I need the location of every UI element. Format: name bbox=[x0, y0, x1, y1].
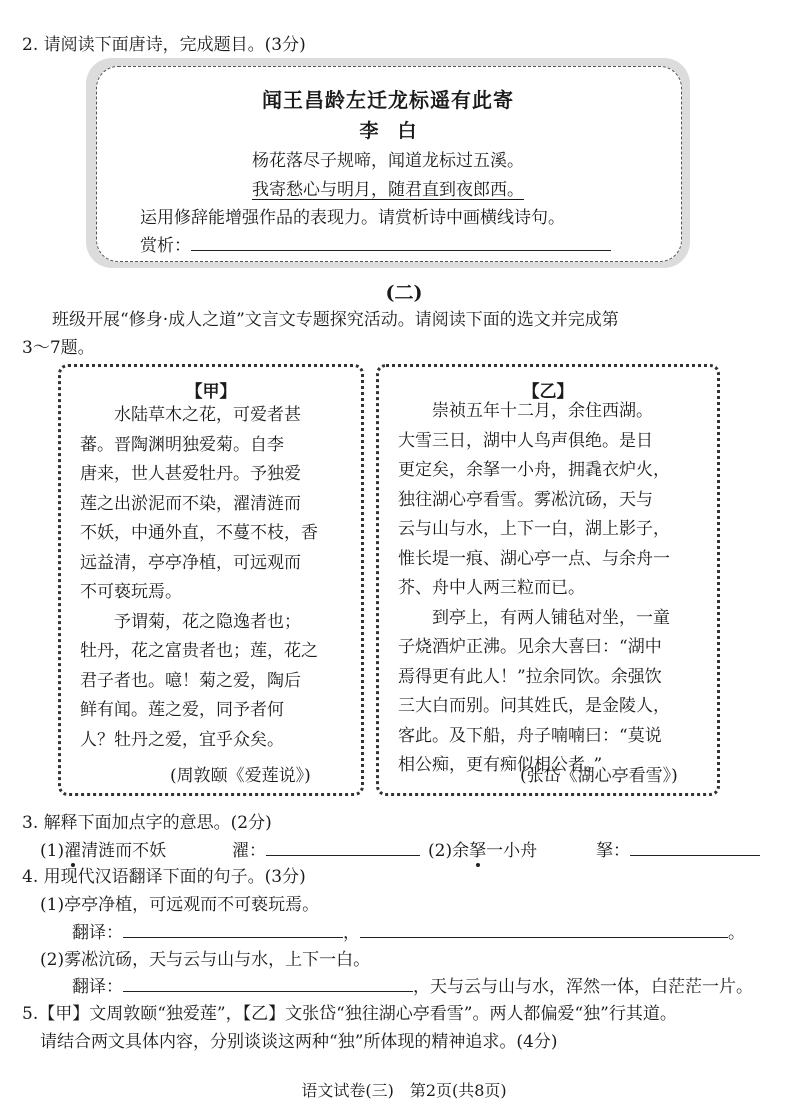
jia-line: 予谓菊，花之隐逸者也； bbox=[80, 611, 301, 632]
punctuation: ， bbox=[343, 923, 360, 943]
translate-label: 翻译： bbox=[72, 923, 123, 943]
passage-jia-source: (周敦颐《爱莲说》) bbox=[170, 766, 311, 786]
poem-title: 闻王昌龄左迁龙标遥有此寄 bbox=[262, 88, 514, 112]
question-2-heading: 2. 请阅读下面唐诗，完成题目。(3分) bbox=[22, 35, 306, 55]
passage-yi-title: 【乙】 bbox=[522, 382, 574, 402]
poem-line-2-underlined: 我寄愁心与明月，随君直到夜郎西。 bbox=[252, 180, 524, 200]
jia-line: 鲜有闻。莲之爱，同予者何 bbox=[80, 700, 284, 720]
yi-line: 大雪三日，湖中人鸟声俱绝。是日 bbox=[398, 430, 653, 451]
translate-blank-2[interactable] bbox=[123, 975, 413, 992]
poem-line-1: 杨花落尽子规啼，闻道龙标过五溪。 bbox=[252, 151, 524, 171]
jia-line: 远益清，亭亭净植，可远观而 bbox=[80, 552, 301, 573]
jia-line: 人？牡丹之爱，宜乎众矣。 bbox=[80, 729, 284, 750]
question-4-translate-1 bbox=[72, 918, 745, 943]
section-intro-line-1: 班级开展“修身·成人之道”文言文专题探究活动。请阅读下面的选文并完成第 bbox=[52, 310, 619, 330]
question-3-item-1 bbox=[40, 836, 166, 861]
jia-line: 不妖，中通外直，不蔓不枝，香 bbox=[80, 523, 318, 543]
dotted-char: 濯 bbox=[64, 841, 82, 861]
jia-line: 莲之出淤泥而不染，濯清涟而 bbox=[80, 493, 301, 514]
question-4-heading: 4. 用现代汉语翻译下面的句子。(3分) bbox=[22, 867, 306, 887]
item-number: (1) bbox=[40, 841, 65, 861]
yi-line: 相公痴，更有痴似相公者。” bbox=[398, 755, 603, 775]
question-4-translate-2 bbox=[72, 972, 753, 997]
section-intro-line-2: 3～7题。 bbox=[22, 338, 95, 358]
question-3-heading: 3. 解释下面加点字的意思。(2分) bbox=[22, 813, 272, 833]
yi-line: 三大白而别。问其姓氏，是金陵人， bbox=[398, 696, 670, 716]
appreciation-label: 赏析： bbox=[140, 236, 191, 256]
passage-yi-source: (张岱《湖心亭看雪》) bbox=[520, 766, 678, 786]
passage-jia-title: 【甲】 bbox=[185, 382, 237, 402]
passage-yi-text bbox=[398, 397, 670, 781]
answer-label: 拏： bbox=[596, 841, 630, 861]
question-5-line-2: 请结合两文具体内容，分别谈谈这两种“独”所体现的精神追求。(4分) bbox=[40, 1032, 558, 1052]
page-footer: 语文试卷(三) 第2页(共8页) bbox=[301, 1081, 507, 1100]
question-3-answer-1 bbox=[232, 836, 420, 861]
jia-line: 牡丹，花之富贵者也；莲，花之 bbox=[80, 641, 318, 661]
translate-label: 翻译： bbox=[72, 977, 123, 997]
question-5-line-1: 5.【甲】文周敦颐“独爱莲”，【乙】文张岱“独往湖心亭看雪”。两人都偏爱“独”行其道。 bbox=[22, 1004, 677, 1024]
answer-blank-2[interactable] bbox=[630, 839, 760, 856]
yi-line: 独往湖心亭看雪。雾凇沆砀，天与 bbox=[398, 489, 653, 510]
appreciation-line bbox=[140, 231, 611, 256]
question-4-item-2: (2)雾凇沆砀，天与云与山与水，上下一白。 bbox=[40, 950, 371, 970]
poem-task: 运用修辞能增强作品的表现力。请赏析诗中画横线诗句。 bbox=[140, 208, 565, 228]
yi-line: 焉得更有此人！”拉余同饮。余强饮 bbox=[398, 666, 662, 687]
yi-line: 云与山与水，上下一白，湖上影子， bbox=[398, 519, 670, 539]
jia-line: 唐来，世人甚爱牡丹。予独爱 bbox=[80, 464, 301, 484]
item-number: (2)余 bbox=[428, 841, 470, 861]
appreciation-answer-blank[interactable] bbox=[191, 234, 611, 251]
yi-line: 子烧酒炉正沸。见余大喜曰：“湖中 bbox=[398, 637, 662, 657]
passage-jia-text bbox=[80, 401, 318, 755]
jia-line: 不可亵玩焉。 bbox=[80, 582, 182, 602]
jia-line: 蕃。晋陶渊明独爱菊。自李 bbox=[80, 434, 284, 455]
punctuation: 。 bbox=[728, 923, 745, 943]
answer-label: 濯： bbox=[232, 841, 266, 861]
yi-line: 崇祯五年十二月，余住西湖。 bbox=[398, 401, 653, 421]
question-3-answer-2 bbox=[596, 836, 760, 861]
question-3-item-2 bbox=[428, 836, 537, 861]
yi-line: 到亭上，有两人铺毡对坐，一童 bbox=[398, 607, 670, 628]
given-translation: ，天与云与山与水，浑然一体，白茫茫一片。 bbox=[413, 977, 753, 997]
translate-blank-1b[interactable] bbox=[360, 921, 728, 938]
answer-blank-1[interactable] bbox=[266, 839, 420, 856]
yi-line: 惟长堤一痕、湖心亭一点、与余舟一 bbox=[398, 548, 670, 569]
translate-blank-1a[interactable] bbox=[123, 921, 343, 938]
poem-author: 李 白 bbox=[359, 120, 417, 142]
jia-line: 水陆草木之花，可爱者甚 bbox=[80, 405, 301, 425]
question-4-item-1: (1)亭亭净植，可远观而不可亵玩焉。 bbox=[40, 895, 320, 915]
item-text: 一小舟 bbox=[486, 841, 538, 861]
yi-line: 芥、舟中人两三粒而已。 bbox=[398, 578, 585, 598]
yi-line: 更定矣，余拏一小舟，拥毳衣炉火， bbox=[398, 460, 670, 480]
yi-line: 客此。及下船，舟子喃喃曰：“莫说 bbox=[398, 725, 662, 746]
dotted-char: 拏 bbox=[469, 841, 487, 861]
section-heading: (二) bbox=[385, 282, 423, 304]
jia-line: 君子者也。噫！菊之爱，陶后 bbox=[80, 670, 301, 691]
item-text: 清涟而不妖 bbox=[81, 841, 167, 861]
